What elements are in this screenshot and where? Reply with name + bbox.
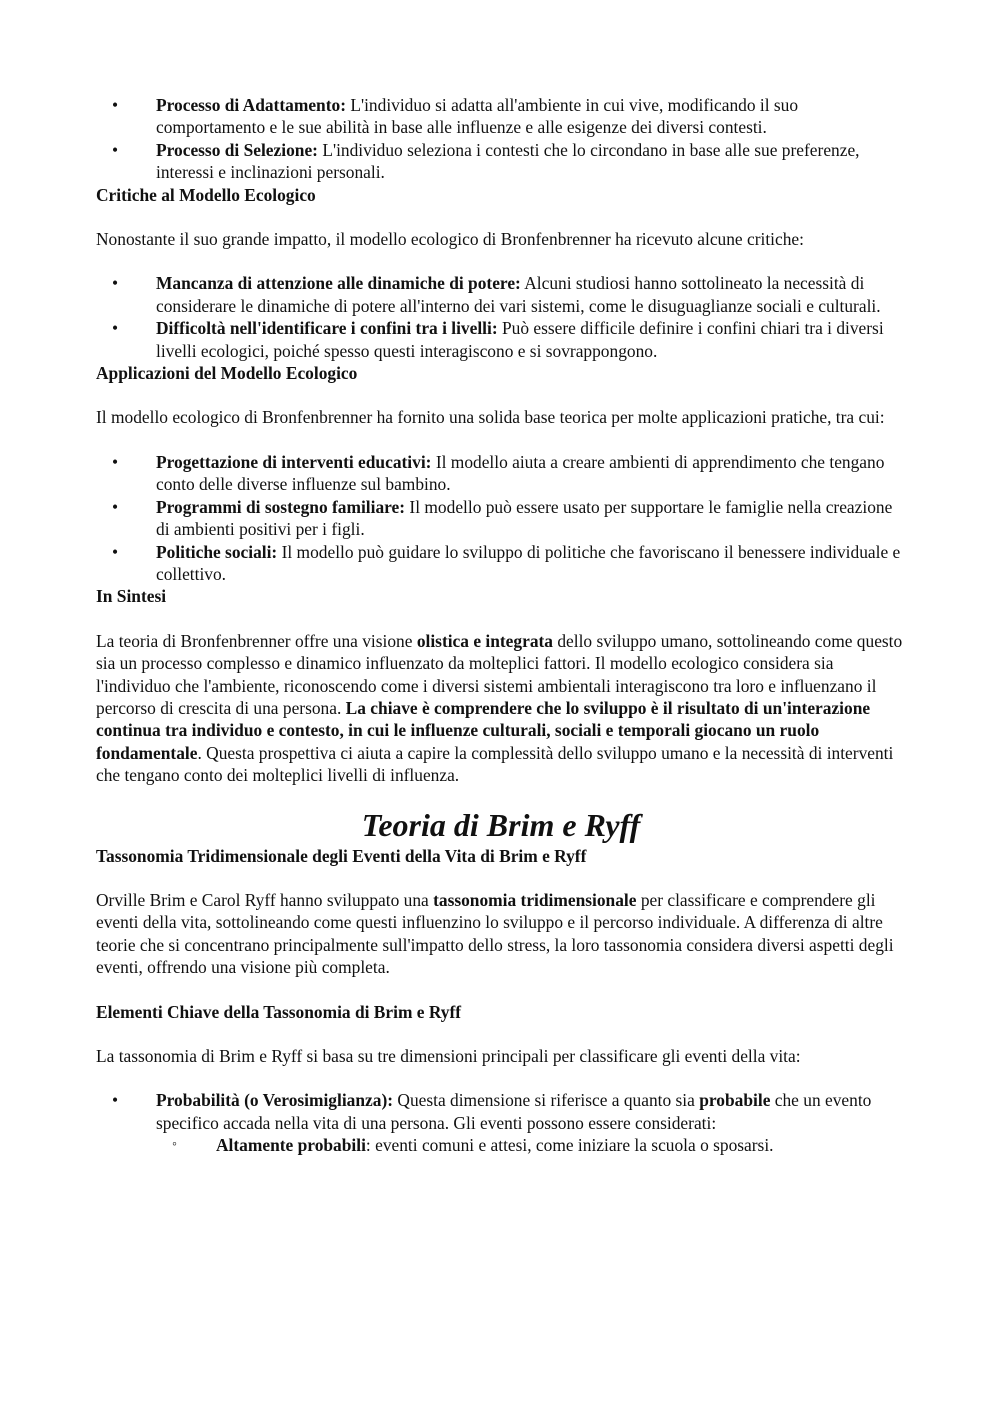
sintesi-text: La teoria di Bronfenbrenner offre una visione: [96, 630, 417, 651]
item-text: Alcuni studiosi hanno sottolineato la necessità di considerare le dinamiche di potere all'interno dei vari sistemi, come le disuguaglianze sociali e culturali.: [156, 273, 881, 316]
list-item: [96, 496, 906, 541]
section-heading-critiche: Critiche al Modello Ecologico: [96, 184, 316, 205]
sub-item-text: : eventi comuni e attesi, come iniziare la scuola o sposarsi.: [365, 1135, 774, 1156]
applicazioni-list: [96, 451, 906, 585]
item-bold-label: Progettazione di interventi educativi:: [156, 451, 432, 472]
list-item: [96, 139, 906, 184]
item-bold-label: Politiche sociali:: [156, 541, 278, 562]
intro-bold: tassonomia tridimensionale: [433, 889, 637, 910]
bullet-icon: •: [112, 318, 119, 339]
item-text: Il modello può essere usato per supportare le famiglie nella creazione di ambienti positivi per i figli.: [156, 496, 893, 540]
sintesi-text: . Questa prospettiva ci aiuta a capire la complessità dello sviluppo umano e la necessità di interventi che tengano conto dei molteplici livelli di influenza.: [96, 742, 894, 786]
section-heading-tassonomia: Tassonomia Tridimensionale degli Eventi della Vita di Brim e Ryff: [96, 845, 587, 866]
list-item: [96, 94, 906, 139]
item-bold-label: Difficoltà nell'identificare i confini tra i livelli:: [156, 318, 498, 339]
dimensioni-list: [96, 1089, 906, 1156]
bullet-icon: •: [112, 541, 119, 562]
list-item: [96, 541, 906, 586]
item-text: L'individuo si adatta all'ambiente in cui vive, modificando il suo comportamento e le sue abilità in base alle influenze e alle esigenze dei diversi contesti.: [156, 95, 799, 138]
bullet-icon: •: [112, 139, 119, 160]
sintesi-key-statement: La chiave è comprendere che lo sviluppo è il risultato di un'interazione continua tra individuo e contesto, in cui le influenze culturali, sociali e temporali giocano un ruolo fondamentale: [96, 697, 871, 763]
item-text: che un evento specifico accada nella vita di una persona. Gli eventi possono essere considerati:: [156, 1090, 872, 1133]
sub-item-bold-label: Altamente probabili: [216, 1135, 366, 1156]
intro-text: per classificare e comprendere gli eventi della vita, sottolineando come questi influenzino lo sviluppo e il percorso individuale. A differenza di altre teorie che si concentrano principalmente sull'impatto dello stress, la loro tassonomia considera diversi aspetti degli eventi, offrendo una visione più completa.: [96, 889, 894, 978]
item-bold-label: Processo di Adattamento:: [156, 95, 346, 115]
sintesi-bold: olistica e integrata: [416, 630, 553, 651]
page-title: Teoria di Brim e Ryff: [361, 806, 641, 843]
section-heading-sintesi: In Sintesi: [96, 586, 167, 607]
bullet-icon: •: [112, 273, 119, 294]
item-bold-label: Programmi di sostegno familiare:: [156, 496, 406, 517]
page-content: [96, 94, 906, 1157]
tassonomia-intro: [96, 889, 906, 979]
item-text: Può essere difficile definire i confini chiari tra i diversi livelli ecologici, poiché spesso questi interagiscono e si sovrappongono.: [156, 318, 884, 361]
section-heading-applicazioni: Applicazioni del Modello Ecologico: [96, 363, 358, 384]
item-bold-label: Probabilità (o Verosimiglianza):: [156, 1090, 394, 1111]
elementi-intro: La tassonomia di Brim e Ryff si basa su tre dimensioni principali per classificare gli eventi della vita:: [96, 1046, 801, 1066]
sub-list-item: [156, 1134, 906, 1156]
sintesi-text: dello sviluppo umano, sottolineando come questo sia un processo complesso e dinamico influenzato da molteplici fattori. Il modello ecologico considera sia l'individuo che l'ambiente, riconoscendo come i diversi sistemi ambientali interagiscono tra loro e influenzano il percorso di crescita di una persona.: [96, 630, 903, 718]
sintesi-paragraph: [96, 630, 906, 787]
item-bold-inline: probabile: [699, 1090, 771, 1111]
list-item: [96, 272, 906, 317]
item-text: Questa dimensione si riferisce a quanto sia: [393, 1090, 700, 1111]
item-bold-label: Processo di Selezione:: [156, 139, 318, 160]
item-text: Il modello può guidare lo sviluppo di politiche che favoriscano il benessere individuale e collettivo.: [156, 541, 901, 584]
intro-text: Orville Brim e Carol Ryff hanno sviluppato una: [96, 889, 434, 910]
bullet-icon: •: [112, 95, 119, 115]
bullet-icon: •: [112, 451, 119, 472]
applicazioni-intro: Il modello ecologico di Bronfenbrenner ha fornito una solida base teorica per molte applicazioni pratiche, tra cui:: [96, 407, 885, 428]
item-text: Il modello aiuta a creare ambienti di apprendimento che tengano conto delle diverse influenze sul bambino.: [156, 451, 885, 495]
item-bold-label: Mancanza di attenzione alle dinamiche di potere:: [156, 273, 521, 294]
process-list: [96, 94, 906, 184]
sub-list: [156, 1134, 906, 1156]
list-item: [96, 1089, 906, 1156]
critiche-list: [96, 272, 906, 362]
section-heading-elementi: Elementi Chiave della Tassonomia di Brim e Ryff: [96, 1001, 462, 1022]
bullet-icon: •: [112, 496, 119, 517]
critiche-intro: Nonostante il suo grande impatto, il modello ecologico di Bronfenbrenner ha ricevuto alcune critiche:: [96, 229, 804, 250]
list-item: [96, 451, 906, 496]
item-text: L'individuo seleziona i contesti che lo circondano in base alle sue preferenze, interessi e inclinazioni personali.: [156, 139, 860, 183]
circle-bullet-icon: ◦: [172, 1137, 177, 1153]
bullet-icon: •: [112, 1090, 119, 1111]
list-item: [96, 317, 906, 362]
